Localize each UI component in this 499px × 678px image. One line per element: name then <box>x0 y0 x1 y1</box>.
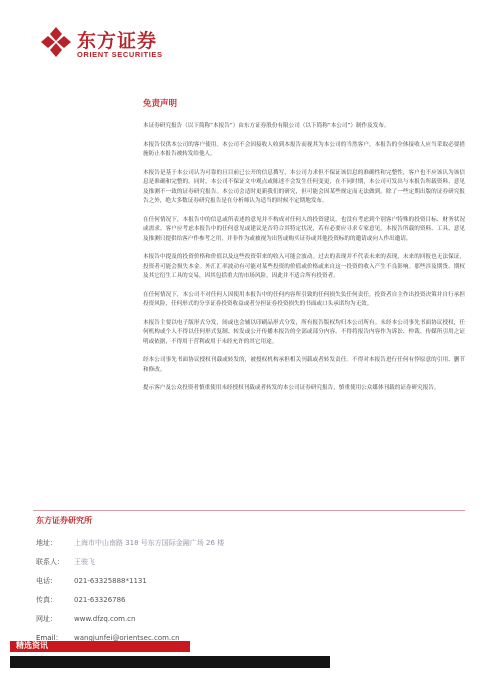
phone-value: 021-63325888*1131 <box>74 576 147 585</box>
disclaimer-paragraph: 本证券研究报告（以下简称“本报告”）由东方证券股份有限公司（以下简称“本公司”）制作及发布。 <box>143 123 390 129</box>
disclaimer-paragraph: 本报告主要以电子版形式分发，间或也会辅以印刷品形式分发，所有报告版权均归本公司所有。未经本公司事先书面协议授权，任何机构或个人不得以任何形式复制、转发或公开传播本报告的全部或部分内容。不得将报告内容作为诉讼、仲裁、传媒所引用之证明或依据，不得用于营利或用于未经允许的其它用途。 <box>143 319 465 345</box>
email-link[interactable]: wangjunfei@orientsec.com.cn <box>74 633 180 642</box>
contact-row-person <box>36 552 466 571</box>
address-value: 上海市中山南路 318 号东方国际金融广场 26 楼 <box>74 538 225 547</box>
contact-label: Email： <box>36 633 63 642</box>
footer-banner-text: 精选资讯 <box>16 641 48 650</box>
disclaimer-paragraph: 本报告中提及的投资价格和价值以及这些投资带来的收入可能会波动。过去的表现并不代表未来的表现，未来的回报也无法保证，投资者可能会损失本金。外汇汇率波动有可能对某些投资的价值或价格或来自这一投资的收入产生不良影响。那些涉及期货、期权及其它衍生工具的交易，因其包括重大的市场风险，因此并不适合所有投资者。 <box>143 254 465 279</box>
contact-label: 传真： <box>36 595 57 604</box>
contact-row-website <box>36 609 466 628</box>
logo-chinese-name: 东方证券 <box>77 30 158 52</box>
disclaimer-paragraph: 提示客户及公众投资者慎重使用未经授权刊载或者转发的本公司证券研究报告，慎重使用公众媒体刊载的证券研究报告。 <box>143 385 440 391</box>
logo-english-name: ORIENT SECURITIES <box>77 50 163 59</box>
contact-row-phone <box>36 571 466 590</box>
contact-person-value: 王骏飞 <box>74 557 95 566</box>
disclaimer-title: 免责声明 <box>143 99 178 109</box>
contact-label: 电话： <box>36 576 57 585</box>
contact-label: 地址： <box>36 538 57 547</box>
contact-row-address <box>36 533 466 552</box>
disclaimer-paragraph: 经本公司事先书面协议授权刊载或转发的，被授权机构承担相关刊载或者转发责任。不得对本报告进行任何有悖原意的引用、删节和修改。 <box>143 357 465 373</box>
contact-label: 联系人： <box>36 557 64 566</box>
website-link[interactable]: www.dfzq.com.cn <box>74 614 136 623</box>
disclaimer-paragraph: 在任何情况下，本公司不对任何人因使用本报告中的任何内容所引致的任何损失负任何责任，投资者自主作出投资决策并自行承担投资风险，任何形式的分享证券投资收益或者分担证券投资损失的书面或口头承诺均为无效。 <box>143 291 465 307</box>
disclaimer-paragraph: 在任何情况下，本报告中的信息或所表述的意见并不构成对任何人的投资建议，也没有考虑到个别客户特殊的投资目标、财务状况或需求。客户应考虑本报告中的任何意见或建议是否符合其特定状况，若有必要应寻求专家意见。本报告所载的资料、工具、意见及推测只提供给客户作参考之用，并非作为或被视为出售或购买证券或其他投资标的的邀请或向人作出邀请。 <box>143 216 465 242</box>
fax-value: 021-63326786 <box>74 595 126 604</box>
footer-redaction-bar <box>10 656 330 668</box>
disclaimer-body <box>143 122 465 403</box>
contact-row-fax <box>36 590 466 609</box>
orient-securities-logo-icon <box>40 26 72 58</box>
contact-title: 东方证券研究所 <box>36 516 92 525</box>
disclaimer-paragraph: 本报告是基于本公司认为可靠的且目前已公开的信息撰写，本公司力求但不保证该信息的准确性和完整性，客户也不应该认为该信息是准确和完整的。同时，本公司不保证文中观点或陈述不会发生任何变更，在不同时期，本公司可发出与本报告所载资料、意见及推测不一致的证券研究报告。本公司会适时更新我们的研究，但可能会因某些规定而无法做到。除了一些定期出版的证券研究报告之外，绝大多数证券研究报告是在分析师认为适当的时候不定期地发布。 <box>143 169 465 204</box>
disclaimer-paragraph: 本报告仅供本公司的客户使用。本公司不会因接收人收到本报告而视其为本公司的当然客户。本报告的全体接收人应当采取必要措施防止本报告被转发给他人。 <box>143 141 465 157</box>
contact-label: 网址： <box>36 614 57 623</box>
contact-block <box>36 515 466 647</box>
section-divider <box>33 510 465 511</box>
